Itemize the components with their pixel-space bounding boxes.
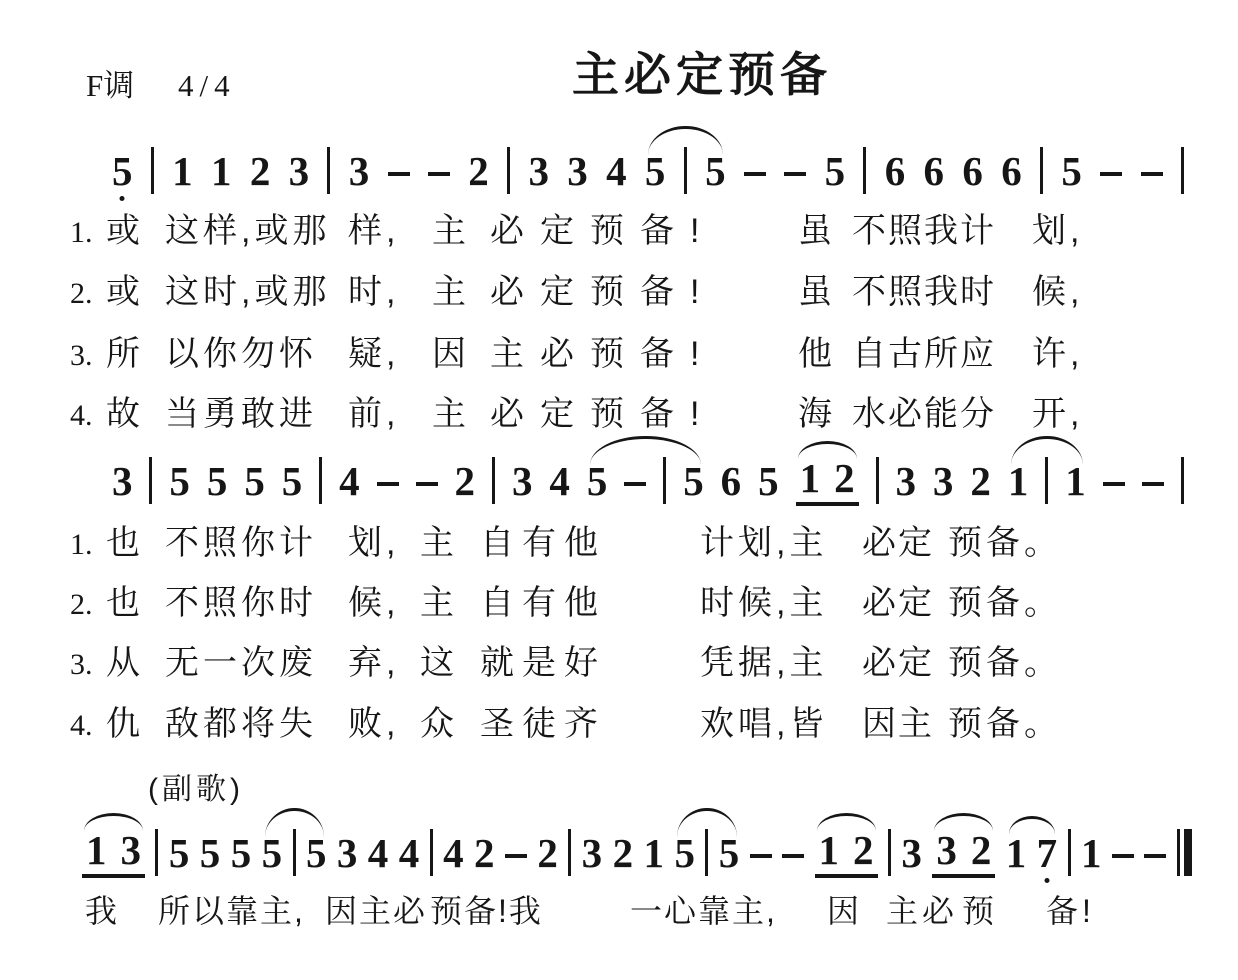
- barline: [151, 147, 154, 194]
- final-barline-thin: [1177, 829, 1180, 876]
- lyric-segment: 或: [106, 212, 144, 250]
- lyric-segment: 一心靠主,: [630, 893, 777, 929]
- final-barline: [1177, 829, 1192, 876]
- note-low-octave: 7: [1037, 833, 1058, 884]
- note: 5: [683, 458, 704, 504]
- lyric-segment: 必定预备!: [490, 212, 716, 250]
- lyric-segment: 就是好: [480, 644, 606, 682]
- duration-dash: [1141, 172, 1163, 176]
- duration-dash: [1103, 482, 1125, 486]
- lyric-segment: 预备。: [948, 705, 1062, 743]
- lyric-segment: 疑,: [348, 335, 400, 373]
- verse-number: 2.: [70, 588, 93, 621]
- lyric-segment: 预备。: [948, 584, 1062, 622]
- note: 5: [244, 458, 265, 504]
- verse-number: 3.: [70, 648, 93, 681]
- lyric-segment: 主: [420, 524, 458, 562]
- note: 2: [970, 827, 992, 873]
- lyric-segment: 也: [106, 524, 144, 562]
- duration-dash: [416, 482, 438, 486]
- note: 5: [674, 830, 695, 876]
- verse-number: 3.: [70, 339, 93, 372]
- duration-dash: [388, 172, 410, 176]
- note: 2: [537, 830, 558, 876]
- barline: [327, 147, 330, 194]
- lyric-segment: 主: [432, 273, 470, 311]
- lyric-segment: 仇: [106, 705, 144, 743]
- note: 1: [210, 148, 232, 194]
- note: 2: [249, 148, 271, 194]
- note: 4: [443, 830, 464, 876]
- tie-arc: [1011, 436, 1083, 465]
- lyric-segment: 划,: [1032, 212, 1084, 250]
- note: 2: [970, 458, 991, 504]
- lyric-segment: 必定预备!: [490, 273, 716, 311]
- lyric-segment: 候,: [1032, 273, 1084, 311]
- note: 4: [606, 148, 627, 194]
- slur-arc: [934, 813, 993, 831]
- lyric-segment: 水必能分: [852, 395, 996, 433]
- final-barline-thick: [1184, 829, 1192, 876]
- note: 1: [172, 148, 193, 194]
- duration-dash: [1142, 482, 1164, 486]
- lyric-segment: 不照我计: [852, 212, 996, 250]
- lyric-segment: 无一次废: [165, 644, 317, 682]
- note: 1: [1007, 458, 1029, 504]
- lyric-segment: 因: [432, 335, 470, 373]
- lyric-segment: 必定: [862, 644, 934, 682]
- lyric-segment: 预备。: [948, 524, 1062, 562]
- lyric-segment: 必定: [862, 524, 934, 562]
- lyric-segment: 也: [106, 584, 144, 622]
- duration-dash: [1100, 172, 1122, 176]
- lyric-segment: 故: [106, 395, 144, 433]
- verse-number: 4.: [70, 709, 93, 742]
- note: 5: [586, 458, 608, 504]
- lyric-segment: 主: [420, 584, 458, 622]
- note: 1: [1065, 458, 1086, 504]
- lyric-segment: 因主: [862, 705, 934, 743]
- lyric-segment: 计划,主: [700, 524, 828, 562]
- lyric-segment: 样,: [348, 212, 400, 250]
- lyric-segment: 从: [106, 644, 144, 682]
- note: 5: [305, 830, 327, 876]
- barline: [1181, 147, 1184, 194]
- note: 1: [1081, 830, 1102, 876]
- tie-arc: [590, 436, 701, 465]
- lyric-segment: 虽: [798, 273, 836, 311]
- verse-number: 1.: [70, 528, 93, 561]
- barline: [149, 457, 152, 504]
- note: 6: [962, 148, 983, 194]
- note: 5: [168, 830, 190, 876]
- tie-arc: [648, 126, 723, 155]
- lyric-segment: 备!: [1046, 893, 1095, 929]
- lyric-segment: 自有他: [480, 584, 606, 622]
- note: 5: [206, 458, 228, 504]
- lyric-segment: 不照我时: [852, 273, 996, 311]
- note: 5: [199, 830, 221, 876]
- note: 3: [581, 830, 603, 876]
- lyric-segment: 因: [827, 893, 864, 929]
- barline: [1068, 829, 1071, 876]
- lyric-segment: 不照你计: [165, 524, 317, 562]
- note: 1: [86, 827, 107, 873]
- lyric-segment: 所: [106, 335, 144, 373]
- note: 2: [834, 455, 855, 501]
- note: 6: [720, 458, 742, 504]
- beamed-notes: [796, 455, 859, 506]
- lyric-segment: 预备!我: [430, 893, 543, 929]
- verse-number: 4.: [70, 399, 93, 432]
- lyric-segment: 时,: [348, 273, 400, 311]
- duration-dash: [784, 172, 806, 176]
- duration-dash: [744, 172, 766, 176]
- duration-dash: [624, 482, 646, 486]
- lyric-segment: 当勇敢进: [165, 395, 317, 433]
- lyric-segment: 必定: [862, 584, 934, 622]
- lyric-segment: 欢唱,皆: [700, 705, 828, 743]
- slur-arc: [798, 441, 857, 459]
- barline: [1181, 457, 1184, 504]
- barline: [568, 829, 571, 876]
- beamed-notes: [82, 827, 145, 878]
- lyric-segment: 或: [106, 273, 144, 311]
- lyric-segment: 弃,: [348, 644, 400, 682]
- slur-arc: [1009, 816, 1055, 834]
- lyric-segment: 不照你时: [165, 584, 317, 622]
- note: 5: [644, 148, 666, 194]
- barline: [507, 147, 510, 194]
- note: 3: [112, 458, 133, 504]
- note: 4: [549, 458, 570, 504]
- note: 4: [339, 458, 360, 504]
- lyric-segment: 海: [798, 395, 836, 433]
- lyric-segment: 预: [962, 893, 999, 929]
- barline: [430, 829, 433, 876]
- lyric-segment: 主必: [886, 893, 959, 929]
- note: 1: [799, 455, 821, 501]
- lyric-segment: 所以靠主,: [158, 893, 305, 929]
- note-low-octave: 5: [112, 151, 133, 202]
- lyric-segment: 划,: [348, 524, 400, 562]
- lyric-segment: 圣徒齐: [480, 705, 606, 743]
- barline: [492, 457, 495, 504]
- note: 3: [567, 148, 588, 194]
- key-signature: F调: [86, 68, 135, 103]
- slur-arc: [84, 813, 143, 831]
- note: 5: [1061, 148, 1082, 194]
- note: 4: [367, 830, 389, 876]
- lyric-segment: 必定预备!: [490, 395, 716, 433]
- beamed-notes: [932, 827, 995, 878]
- page-title: 主必定预备: [572, 48, 832, 101]
- duration-dash: [750, 854, 772, 858]
- note: 3: [120, 827, 141, 873]
- beamed-notes: [815, 827, 878, 878]
- note: 6: [1001, 148, 1022, 194]
- lyric-segment: 我: [85, 893, 122, 929]
- lyric-segment: 这样,或那: [165, 212, 331, 250]
- music-line-verse-a: [112, 128, 1184, 202]
- lyric-segment: 以你勿怀: [165, 335, 317, 373]
- note: 3: [511, 458, 533, 504]
- lyric-segment: 自有他: [480, 524, 606, 562]
- duration-dash: [1144, 854, 1166, 858]
- lyric-segment: 败,: [348, 705, 400, 743]
- note: 5: [705, 148, 726, 194]
- lyric-segment: 自古所应: [852, 335, 996, 373]
- barline: [863, 147, 866, 194]
- lyric-segment: 预备。: [948, 644, 1062, 682]
- lyric-segment: 这: [420, 644, 458, 682]
- lyric-segment: 他: [798, 335, 836, 373]
- tie-arc: [677, 808, 737, 837]
- note: 2: [468, 148, 489, 194]
- note: 5: [718, 830, 740, 876]
- lyric-segment: 主: [432, 395, 470, 433]
- note: 6: [884, 148, 906, 194]
- lyric-segment: 时候,主: [700, 584, 828, 622]
- note: 5: [281, 458, 303, 504]
- note: 5: [169, 458, 190, 504]
- note: 2: [454, 458, 476, 504]
- lyric-segment: 候,: [348, 584, 400, 622]
- music-line-chorus: [82, 810, 1192, 884]
- note: 5: [758, 458, 779, 504]
- chorus-label: (副歌): [148, 773, 244, 806]
- note: 3: [288, 148, 310, 194]
- duration-dash: [505, 854, 527, 858]
- barline: [1040, 147, 1043, 194]
- note: 1: [818, 827, 840, 873]
- note: 2: [853, 827, 874, 873]
- duration-dash: [782, 854, 804, 858]
- lyric-segment: 前,: [348, 395, 400, 433]
- note: 3: [348, 148, 370, 194]
- note: 5: [824, 148, 846, 194]
- note: 6: [923, 148, 945, 194]
- note: 3: [901, 830, 922, 876]
- duration-dash: [377, 482, 399, 486]
- lyric-segment: 众: [420, 705, 458, 743]
- music-line-verse-b: [112, 438, 1184, 512]
- slur-arc: [817, 813, 876, 831]
- barline: [888, 829, 891, 876]
- key-time-signature: [86, 60, 236, 105]
- duration-dash: [1112, 854, 1134, 858]
- tie-arc: [265, 808, 324, 837]
- verse-number: 2.: [70, 277, 93, 310]
- barline: [876, 457, 879, 504]
- lyric-segment: 凭据,主: [700, 644, 828, 682]
- lyric-segment: 主: [432, 212, 470, 250]
- note: 3: [528, 148, 549, 194]
- lyric-segment: 敌都将失: [165, 705, 317, 743]
- note: 3: [895, 458, 916, 504]
- note: 2: [612, 830, 634, 876]
- lyric-segment: 因主必: [325, 893, 428, 929]
- lyric-segment: 虽: [798, 212, 836, 250]
- note: 3: [932, 458, 954, 504]
- note: 1: [643, 830, 665, 876]
- time-signature: 4/4: [178, 68, 236, 103]
- note: 4: [398, 830, 420, 876]
- lyric-segment: 这时,或那: [165, 273, 331, 311]
- lyric-segment: 开,: [1032, 395, 1084, 433]
- barline: [319, 457, 322, 504]
- note: 2: [473, 830, 495, 876]
- lyric-segment: 许,: [1032, 335, 1084, 373]
- lyric-segment: 主必预备!: [490, 335, 716, 373]
- verse-number: 1.: [70, 216, 93, 249]
- note: 5: [230, 830, 252, 876]
- note: 3: [336, 830, 358, 876]
- note: 3: [936, 827, 957, 873]
- note: 1: [1005, 830, 1027, 876]
- barline: [155, 829, 158, 876]
- duration-dash: [428, 172, 450, 176]
- note: 5: [261, 830, 283, 876]
